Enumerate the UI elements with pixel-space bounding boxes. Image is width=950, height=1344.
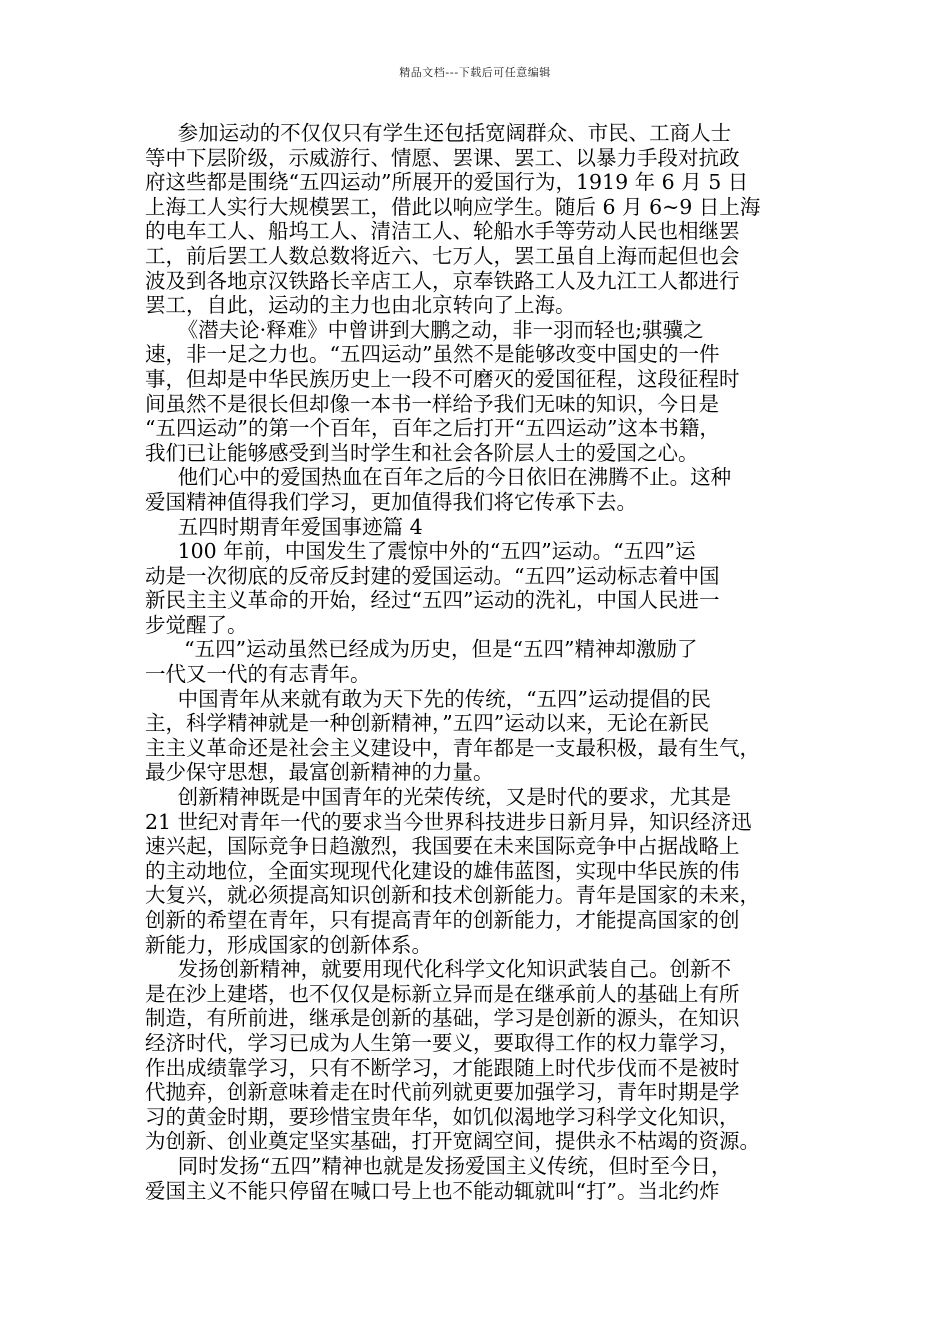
text-line: 参加运动的不仅仅只有学生还包括宽阔群众、市民、工商人士 [145,121,732,145]
text-line: 为创新、创业奠定坚实基础，打开宽阔空间，提供永不枯竭的资源。 [145,1129,760,1154]
text-line: 中国青年从来就有敢为天下先的传统，“五四”运动提倡的民 [145,686,712,711]
text-line: 他们心中的爱国热血在百年之后的今日依旧在沸腾不止。这种 [145,465,732,490]
text-line: 一代又一代的有志青年。 [145,662,371,687]
text-line: 新能力，形成国家的创新体系。 [145,932,432,957]
document-body [145,121,833,1203]
text-line: 代抛弃，创新意味着走在时代前列就更要加强学习，青年时期是学 [145,1080,740,1105]
text-line: 工，前后罢工人数总数将近六、七万人，罢工虽自上海而起但也会 [145,243,740,268]
text-line: 事，但却是中华民族历史上一段不可磨灭的爱国征程，这段征程时 [145,366,740,391]
text-line: 创新精神既是中国青年的光荣传统，又是时代的要求，尤其是 [145,785,732,810]
text-line: 步觉醒了。 [145,612,248,637]
text-line: 五四时期青年爱国事迹篇 4 [145,514,423,539]
text-line: 最少保守思想，最富创新精神的力量。 [145,760,494,785]
text-line: 是在沙上建塔，也不仅仅是标新立异而是在继承前人的基础上有所 [145,981,740,1006]
text-line: 爱国精神值得我们学习，更加值得我们将它传承下去。 [145,489,637,514]
text-line: “五四运动”的第一个百年，百年之后打开“五四运动”这本书籍， [145,416,720,441]
text-line: 主，科学精神就是一种创新精神，”五四”运动以来，无论在新民 [145,711,710,736]
text-line: 罢工，自此，运动的主力也由北京转向了上海。 [145,293,576,318]
text-line: 我们已让能够感受到当时学生和社会各阶层人士的爱国之心。 [145,440,699,465]
text-line: 间虽然不是很长但却像一本书一样给予我们无味的知识，今日是 [145,391,719,416]
text-line: 的电车工人、船坞工人、清洁工人、轮船水手等劳动人民也相继罢 [145,219,740,244]
text-line: 速，非一足之力也。“五四运动”虽然不是能够改变中国史的一件 [145,342,720,367]
text-line: 经济时代，学习已成为人生第一要义，要取得工作的权力靠学习， [145,1030,740,1055]
text-line: 的主动地位，全面实现现代化建设的雄伟蓝图，实现中华民族的伟 [145,858,740,883]
text-line: “五四”运动虽然已经成为历史，但是“五四”精神却激励了 [145,637,698,662]
text-line: 制造，有所前进，继承是创新的基础，学习是创新的源头，在知识 [145,1006,740,1031]
text-line: 发扬创新精神，就要用现代化科学文化知识武装自己。创新不 [145,957,732,982]
text-line: 《潜夫论·释难》中曾讲到大鹏之动，非一羽而轻也;骐骥之 [145,317,704,342]
text-line: 同时发扬“五四”精神也就是发扬爱国主义传统，但时至今日， [145,1153,732,1178]
text-line: 习的黄金时期，要珍惜宝贵年华，如饥似渴地学习科学文化知识， [145,1104,740,1129]
page-header: 精品文档---下载后可任意编辑 [399,66,551,79]
text-line: 动是一次彻底的反帝反封建的爱国运动。“五四”运动标志着中国 [145,563,720,588]
text-line: 府这些都是围绕“五四运动”所展开的爱国行为，1919 年 6 月 5 日 [145,170,749,195]
text-line: 主主义革命还是社会主义建设中，青年都是一支最积极，最有生气， [145,735,760,760]
text-line: 波及到各地京汉铁路长辛店工人，京奉铁路工人及九江工人都进行 [145,268,740,293]
text-line: 速兴起，国际竞争日趋激烈，我国要在未来国际竞争中占据战略上 [145,834,740,859]
text-line: 上海工人实行大规模罢工，借此以响应学生。随后 6 月 6~9 日上海 [145,194,761,219]
text-line: 创新的希望在青年，只有提高青年的创新能力，才能提高国家的创 [145,908,740,932]
text-line: 作出成绩靠学习，只有不断学习，才能跟随上时代步伐而不是被时 [145,1055,740,1080]
text-line: 大复兴，就必须提高知识创新和技术创新能力。青年是国家的未来， [145,883,760,908]
text-line: 100 年前，中国发生了震惊中外的“五四”运动。“五四”运 [145,539,696,564]
text-line: 爱国主义不能只停留在喊口号上也不能动辄就叫“打”。当北约炸 [145,1178,720,1203]
text-line: 21 世纪对青年一代的要求当今世界科技进步日新月异，知识经济迅 [145,809,752,834]
text-line: 新民主主义革命的开始，经过“五四”运动的洗礼，中国人民进一 [145,588,720,613]
text-line: 等中下层阶级，示威游行、情愿、罢课、罢工、以暴力手段对抗政 [145,145,740,170]
